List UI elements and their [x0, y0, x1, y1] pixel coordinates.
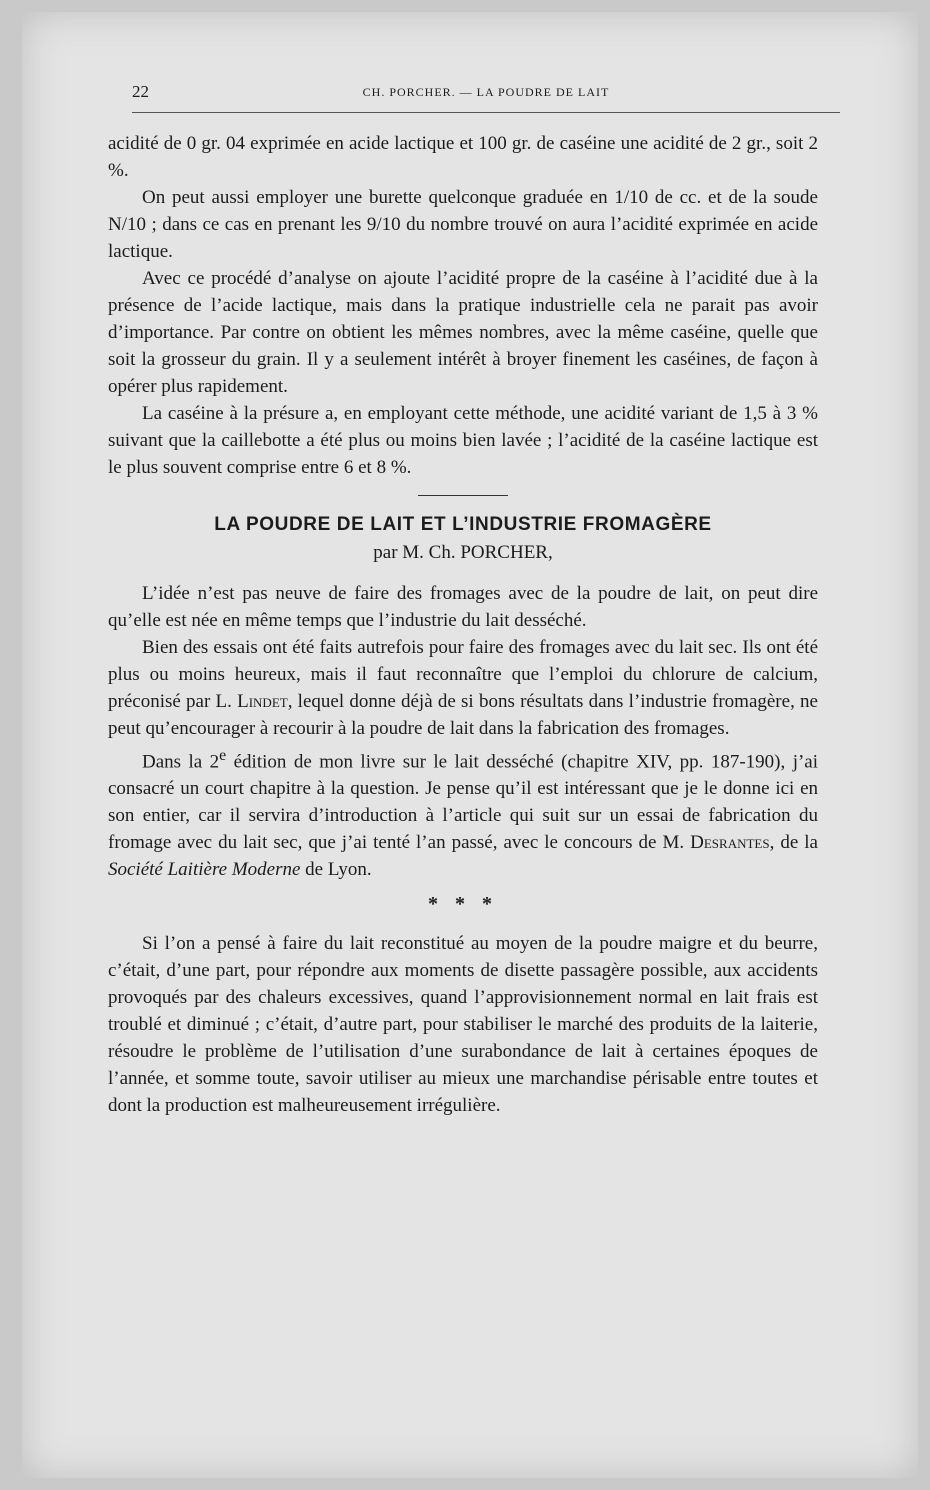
asterism: * * *	[428, 893, 498, 916]
article-byline: par M. Ch. PORCHER,	[373, 542, 553, 563]
article-paragraph-intro: L’idée n’est pas neuve de faire des fromages avec de la poudre de lait, on peut dire qu’elle est née en même temps que l’industrie du lait desséché.	[108, 583, 818, 631]
running-title: CH. PORCHER. — LA POUDRE DE LAIT	[362, 85, 610, 99]
paragraph-acidity: La caséine à la présure a, en employant cette méthode, une acidité variant de 1,5 à 3 % suivant que la caillebotte a été plus ou moins bien lavée ; l’acidité de la caséine lactique est le plus souvent comprise entre 6 et 8 %.	[108, 403, 818, 478]
article-paragraph-trials: Bien des essais ont été faits autrefois pour faire des fromages avec du lait sec. Ils ont été plus ou moins heureux, mais il faut reconnaître que l’emploi du chlorure de calcium, préconisé par L. Lindet, lequel donne déjà de si bons résultats dans l’industrie fromagère, ne peut qu’encourager à recourir à la poudre de lait dans la fabrication des fromages.	[108, 637, 818, 739]
page-body	[108, 130, 818, 1119]
article-title: LA POUDRE DE LAIT ET L’INDUSTRIE FROMAGÈRE	[214, 514, 712, 535]
author-name-desrantes: Desrantes	[690, 832, 770, 854]
paragraph-continued: acidité de 0 gr. 04 exprimée en acide lactique et 100 gr. de caséine une acidité de 2 gr., soit 2 %.	[108, 133, 818, 181]
company-name: Société Laitière Moderne	[108, 859, 301, 881]
article-paragraph-edition: Dans la 2e édition de mon livre sur le lait desséché (chapitre XIV, pp. 187-190), j’ai consacré un court chapitre à la question. Je pense qu’il est intéressant que je le donne ici en son entier, car il servira d’introduction à l’article qui suit sur un essai de fabrication du fromage avec du lait sec, que j’ai tenté l’an passé, avec le concours de M. Desrantes, de la Société Laitière Moderne de Lyon.	[108, 747, 819, 881]
page-header	[132, 82, 840, 113]
section-divider	[418, 495, 508, 496]
paragraph-procedure: Avec ce procédé d’analyse on ajoute l’acidité propre de la caséine à l’acidité due à la présence de l’acide lactique, mais dans la pratique industrielle cela ne parait pas avoir d’importance. Par contre on obtient les mêmes nombres, avec la même caséine, quelle que soit la grosseur du grain. Il y a seulement intérêt à broyer finement les caséines, de façon à opérer plus rapidement.	[108, 268, 818, 397]
page-number: 22	[132, 82, 149, 101]
article-paragraph-reconstituted: Si l’on a pensé à faire du lait reconstitué au moyen de la poudre maigre et du beurre, c’était, d’une part, pour répondre aux moments de disette passagère possible, aux accidents provoqués par des chaleurs excessives, quand l’approvisionnement normal en lait frais est troublé et diminué ; c’était, d’autre part, pour stabiliser le marché des produits de la laiterie, résoudre le problème de l’utilisation d’une surabondance de lait à certaines époques de l’année, et somme toute, savoir utiliser au mieux une marchandise périsable entre toutes et dont la production est malheureusement irrégulière.	[108, 933, 818, 1117]
author-name-lindet: Lindet	[237, 691, 288, 712]
paragraph-burette: On peut aussi employer une burette quelconque graduée en 1/10 de cc. et de la soude N/10 ; dans ce cas en prenant les 9/10 du nombre trouvé on aura l’acidité exprimée en acide lactique.	[108, 187, 818, 262]
